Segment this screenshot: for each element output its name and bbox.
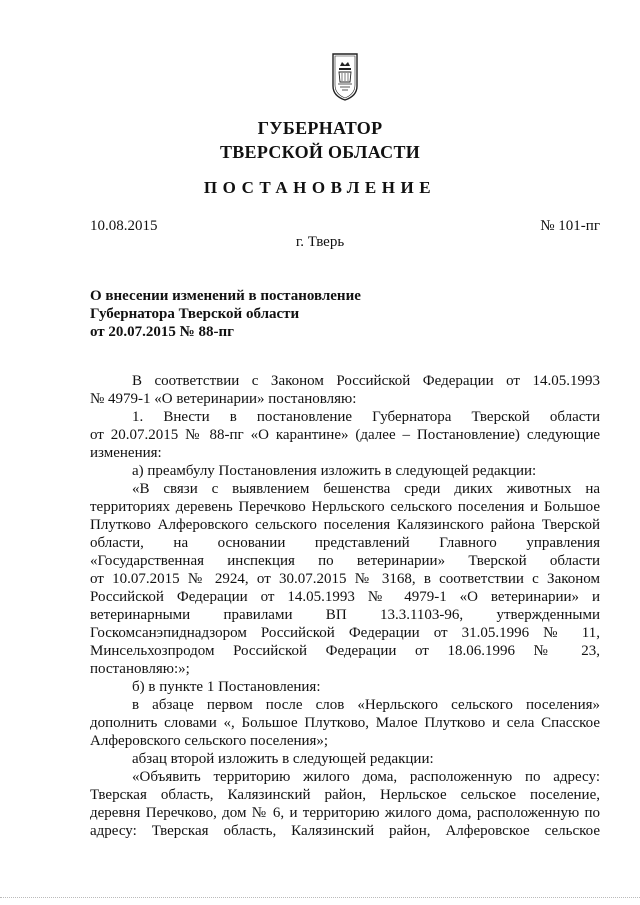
body-text-line: территориях деревень Перечково Нерльского сельского поселения и Большое (90, 499, 600, 515)
document-city: г. Тверь (295, 234, 345, 250)
subject-line: от 20.07.2015 № 88-пг (90, 324, 234, 340)
coat-of-arms-emblem-icon (330, 52, 360, 102)
body-text-line: Российской Федерации от 14.05.1993 № 4979-1 «О ветеринарии» и (90, 589, 600, 605)
body-text-line: «В связи с выявлением бешенства среди диких животных на (132, 481, 600, 497)
body-text-line: в абзаце первом после слов «Нерльского сельского поселения» (132, 697, 600, 713)
body-text-line: адресу: Тверская область, Калязинский район, Алферовское сельское (90, 823, 600, 839)
body-text-line: абзац второй изложить в следующей редакции: (132, 751, 434, 767)
document-type: ПОСТАНОВЛЕНИЕ (203, 178, 437, 197)
body-text-line: области, на основании представлений Главного управления (90, 535, 600, 551)
authority-title (0, 116, 640, 164)
document-number: № 101-пг (540, 218, 600, 234)
subject-line: Губернатора Тверской области (90, 306, 300, 322)
body-text-line: «Государственная инспекция по ветеринарии» Тверской области (90, 553, 600, 569)
body-text-line: изменения: (90, 445, 162, 461)
body-text-line: ветеринарными правилами ВП 13.3.1103-96, утвержденными (90, 607, 600, 623)
body-text-line: № 4979-1 «О ветеринарии» постановляю: (90, 391, 357, 407)
page-bottom-edge (0, 897, 640, 899)
document-body (90, 372, 600, 840)
body-text-line: В соответствии с Законом Российской Федерации от 14.05.1993 (132, 373, 600, 389)
authority-line-2: ТВЕРСКОЙ ОБЛАСТИ (219, 142, 421, 162)
document-subject (90, 287, 361, 341)
body-text-line: деревня Перечково, дом № 6, и территорию жилого дома, расположенную по (90, 805, 600, 821)
body-text-line: 1. Внести в постановление Губернатора Тверской области (132, 409, 600, 425)
body-text-line: от 20.07.2015 № 88-пг «О карантине» (далее – Постановление) следующие (90, 427, 600, 443)
subject-line: О внесении изменений в постановление (90, 288, 361, 304)
body-text-line: Плутково Алферовского сельского поселения Калязинского района Тверской (90, 517, 600, 533)
body-text-line: Минсельхозпродом Российской Федерации от 18.06.1996 № 23, (90, 643, 600, 659)
body-text-line: Тверская область, Калязинский район, Нерльское сельское поселение, (90, 787, 600, 803)
body-text-line: постановляю:»; (90, 661, 190, 677)
body-text-line: Госкомсанэпиднадзором Российской Федерации от 31.05.1996 № 11, (90, 625, 600, 641)
body-text-line: б) в пункте 1 Постановления: (132, 679, 321, 695)
document-date: 10.08.2015 (90, 218, 158, 234)
authority-line-1: ГУБЕРНАТОР (257, 118, 383, 138)
body-text-line: Алферовского сельского поселения»; (90, 733, 329, 749)
body-text-line: «Объявить территорию жилого дома, расположенную по адресу: (132, 769, 600, 785)
body-text-line: от 10.07.2015 № 2924, от 30.07.2015 № 3168, в соответствии с Законом (90, 571, 600, 587)
body-text-line: а) преамбулу Постановления изложить в следующей редакции: (132, 463, 537, 479)
body-text-line: дополнить словами «, Большое Плутково, Малое Плутково и села Спасское (90, 715, 600, 731)
